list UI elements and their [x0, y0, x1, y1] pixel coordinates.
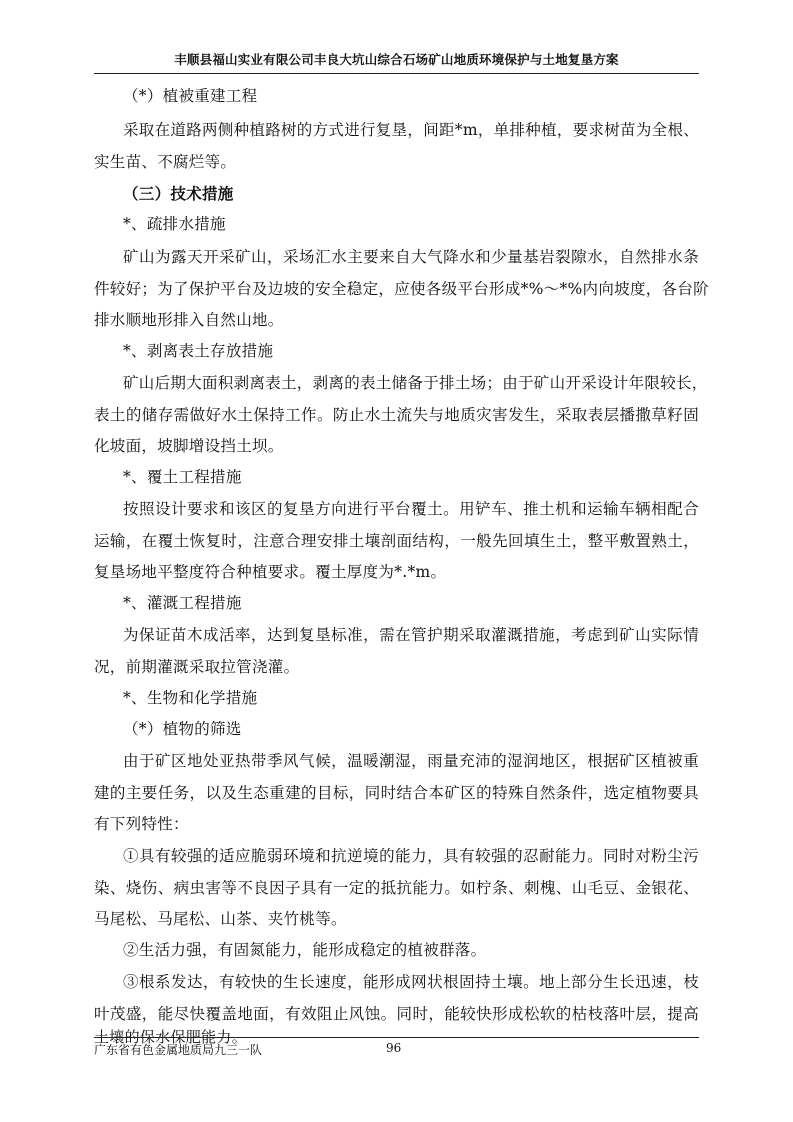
footer-organization: 广东省有色金属地质局九三一队 — [94, 1043, 263, 1057]
subsection-heading: （*）植物的筛选 — [123, 720, 242, 738]
paragraph-line: 由于矿区地处亚热带季风气候，温暖潮湿，雨量充沛的湿润地区，根据矿区植被重 — [123, 752, 699, 770]
paragraph-line: ③根系发达，有较快的生长速度，能形成网状根固持土壤。地上部分生长迅速，枝 — [123, 973, 699, 991]
paragraph-line: 采取在道路两侧种植路树的方式进行复垦，间距*m，单排种植，要求树苗为全根、 — [123, 121, 700, 139]
paragraph-line: 有下列特性： — [94, 815, 189, 833]
paragraph-line: 表土的储存需做好水土保持工作。防止水土流失与地质灾害发生，采取表层播撒草籽固 — [94, 406, 699, 424]
section-heading: （三）技术措施 — [123, 184, 234, 203]
document-header: 丰顺县福山实业有限公司丰良大坑山综合石场矿山地质环境保护与土地复垦方案 — [174, 52, 619, 67]
paragraph-line: 化坡面，坡脚增设挡土坝。 — [94, 437, 284, 455]
subsection-heading: *、覆土工程措施 — [123, 468, 242, 486]
subsection-heading: （*）植被重建工程 — [123, 87, 258, 105]
paragraph-line: 叶茂盛，能尽快覆盖地面，有效阻止风蚀。同时，能较快形成松软的枯枝落叶层，提高 — [94, 1005, 699, 1023]
paragraph-line: 建的主要任务，以及生态重建的目标，同时结合本矿区的特殊自然条件，选定植物要具 — [94, 784, 699, 802]
subsection-heading: *、生物和化学措施 — [123, 689, 258, 707]
header-divider — [94, 73, 699, 74]
page-number: 96 — [386, 1041, 402, 1055]
paragraph-line: 运输，在覆土恢复时，注意合理安排土壤剖面结构，一般先回填生土，整平敷置熟土， — [94, 532, 699, 550]
paragraph-line: 件较好；为了保护平台及边坡的安全稳定，应使各级平台形成*%～*%内向坡度，各台阶 — [94, 280, 709, 298]
paragraph-line: 染、烧伤、病虫害等不良因子具有一定的抵抗能力。如柠条、刺槐、山毛豆、金银花、 — [94, 879, 699, 897]
paragraph-line: 矿山后期大面积剥离表土，剥离的表土储备于排土场；由于矿山开采设计年限较长， — [123, 374, 708, 392]
paragraph-line: 况，前期灌溉采取拉管浇灌。 — [94, 658, 300, 676]
paragraph-line: 实生苗、不腐烂等。 — [94, 153, 237, 171]
paragraph-line: 按照设计要求和该区的复垦方向进行平台覆土。用铲车、推土机和运输车辆相配合 — [123, 500, 699, 518]
paragraph-line: 复垦场地平整度符合种植要求。覆土厚度为*.*m。 — [94, 563, 447, 581]
paragraph-line: ①具有较强的适应脆弱环境和抗逆境的能力，具有较强的忍耐能力。同时对粉尘污 — [123, 847, 699, 865]
paragraph-line: 矿山为露天开采矿山，采场汇水主要来自大气降水和少量基岩裂隙水，自然排水条 — [123, 248, 699, 266]
paragraph-line: 为保证苗木成活率，达到复垦标准，需在管护期采取灌溉措施，考虑到矿山实际情 — [123, 626, 699, 644]
subsection-heading: *、剥离表土存放措施 — [123, 342, 274, 360]
subsection-heading: *、灌溉工程措施 — [123, 594, 242, 612]
paragraph-line: 排水顺地形排入自然山地。 — [94, 311, 284, 329]
footer-divider — [94, 1037, 699, 1038]
paragraph-line: ②生活力强，有固氮能力，能形成稳定的植被群落。 — [123, 941, 487, 959]
subsection-heading: *、疏排水措施 — [123, 215, 226, 233]
paragraph-line: 土壤的保水保肥能力。 — [94, 1028, 248, 1046]
paragraph-line: 马尾松、马尾松、山茶、夹竹桃等。 — [94, 910, 347, 928]
